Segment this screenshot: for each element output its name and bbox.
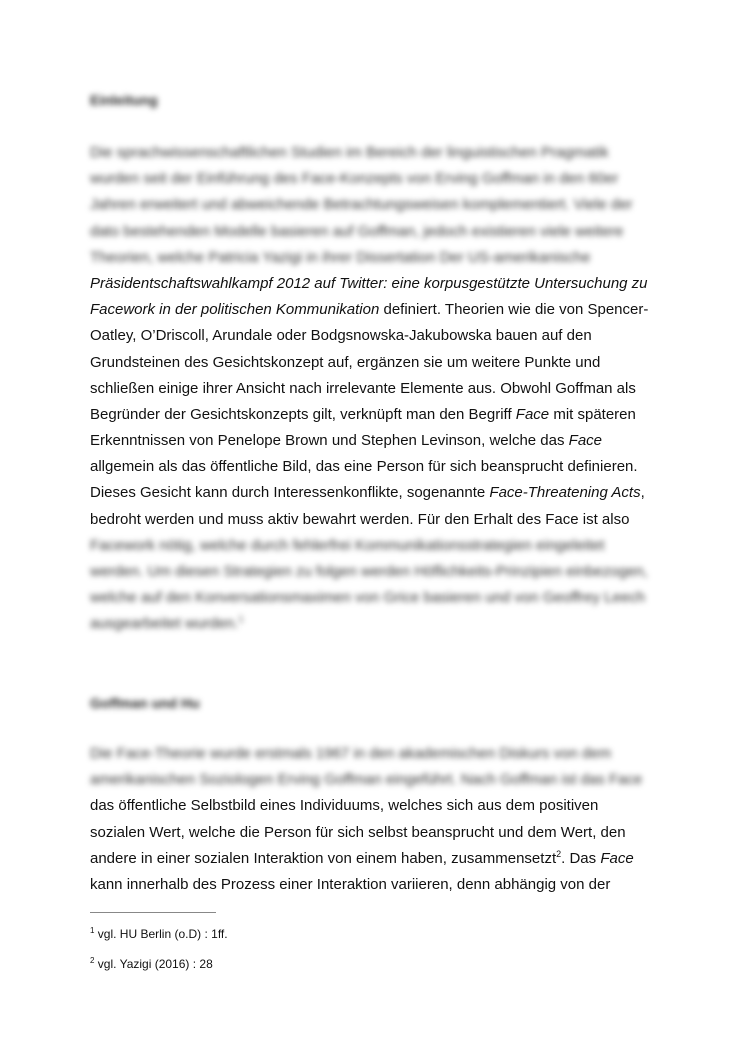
paragraph-goffman-und-hu [90, 741, 662, 898]
text-run: definiert. Theorien wie die von Spencer- [379, 301, 649, 319]
text-run: Facework in der politischen Kommunikation [90, 301, 380, 319]
text-run: welche auf den Konversationsmaximen von Grice basieren und von Geoffrey Leech [90, 589, 646, 607]
text-run: sozialen Wert, welche die Person für sich selbst beansprucht und dem Wert, den [90, 823, 626, 841]
text-line [90, 192, 662, 218]
footnote-text: vgl. Yazigi (2016) : 28 [94, 957, 213, 971]
text-line [90, 297, 662, 323]
text-line [90, 245, 662, 271]
text-line [90, 323, 662, 349]
text-run: Grundsteinen des Gesichtskonzept auf, ergänzen sie um weitere Punkte und [90, 353, 601, 371]
text-line [90, 793, 662, 819]
text-line [90, 140, 662, 166]
text-run: Begründer der Gesichtskonzepts gilt, verknüpft man den Begriff [90, 405, 516, 423]
text-run: dato bestehenden Modelle basieren auf Goffman, jedoch existieren viele weitere [90, 222, 624, 240]
footnote-reference: 2 [556, 848, 562, 859]
text-run: Präsidentschaftswahlkampf 2012 auf Twitter: eine korpusgestützte Untersuchung zu [90, 274, 648, 292]
text-line [90, 271, 662, 297]
text-line [90, 166, 662, 192]
text-line [90, 846, 662, 872]
footnote-separator [90, 912, 216, 913]
paragraph-einleitung [90, 140, 662, 638]
text-line [90, 611, 662, 637]
text-line [90, 741, 662, 767]
text-run: bedroht werden und muss aktiv bewahrt werden. Für den Erhalt des Face ist also [90, 510, 630, 528]
text-run: kann innerhalb des Prozess einer Interaktion variieren, denn abhängig von der [90, 875, 611, 893]
footnote-number: 1 [90, 926, 95, 935]
text-run: andere in einer sozialen Interaktion von einem haben, zusammensetzt [90, 849, 557, 867]
section-heading-einleitung: Einleitung [90, 92, 158, 108]
text-run: allgemein als das öffentliche Bild, das eine Person für sich beansprucht definieren. [90, 458, 638, 476]
text-run: Face [600, 849, 634, 867]
text-run: mit späteren [549, 405, 636, 423]
text-run: das öffentliche Selbstbild eines Individuums, welches sich aus dem positiven [90, 797, 599, 815]
text-run: Erkenntnissen von Penelope Brown und Stephen Levinson, welche das [90, 432, 569, 450]
text-line [90, 428, 662, 454]
text-line [90, 454, 662, 480]
text-run: Theorien, welche Patricia Yazigi in ihrer Dissertation Der US-amerikanische [90, 248, 591, 266]
text-run: , [640, 484, 645, 502]
footnote-1 [90, 926, 228, 941]
text-line [90, 559, 662, 585]
text-line [90, 350, 662, 376]
text-run: Face [568, 432, 603, 450]
text-line [90, 480, 662, 506]
text-run: amerikanischen Soziologen Erving Goffman eingeführt. Nach Goffman ist das Face [90, 771, 643, 789]
text-line [90, 872, 662, 898]
text-line [90, 219, 662, 245]
text-line [90, 533, 662, 559]
text-run: Face [515, 405, 550, 423]
text-run: . Das [561, 849, 601, 867]
text-run: ausgearbeitet wurden. [90, 615, 239, 633]
text-run: werden. Um diesen Strategien zu folgen werden Höflichkeits-Prinzipien einbezogen, [90, 563, 648, 580]
text-line [90, 820, 662, 846]
text-run: schließen einige ihrer Ansicht nach irrelevante Elemente aus. Obwohl Goffman als [90, 379, 636, 397]
text-run: Die sprachwissenschaftlichen Studien im Bereich der linguistischen Pragmatik [90, 144, 609, 161]
text-line [90, 507, 662, 533]
text-line [90, 376, 662, 402]
footnote-2 [90, 956, 213, 971]
text-run: Oatley, O’Driscoll, Arundale oder Bodgsnowska-Jakubowska bauen auf den [90, 327, 592, 345]
text-line [90, 767, 662, 793]
footnote-reference: 1 [238, 614, 244, 625]
footnote-number: 2 [90, 956, 95, 965]
text-run: wurden seit der Einführung des Face-Konzepts von Erving Goffman in den 60er [90, 170, 619, 188]
text-line [90, 585, 662, 611]
text-run: Jahren erweitert und abweichende Betrachtungsweisen komplementiert. Viele der [90, 196, 633, 214]
section-heading-goffman-und-hu: Goffman und Hu [90, 695, 200, 711]
text-run: Die Face-Theorie wurde erstmals 1967 in den akademischen Diskurs von dem [90, 745, 612, 762]
text-line [90, 402, 662, 428]
footnote-text: vgl. HU Berlin (o.D) : 1ff. [94, 927, 228, 941]
text-run: Facework nötig, welche durch fehlerfrei Kommunikationsstrategien eingeleitet [90, 536, 605, 554]
text-run: Face-Threatening Acts [489, 484, 641, 502]
text-run: Dieses Gesicht kann durch Interessenkonflikte, sogenannte [90, 484, 490, 502]
